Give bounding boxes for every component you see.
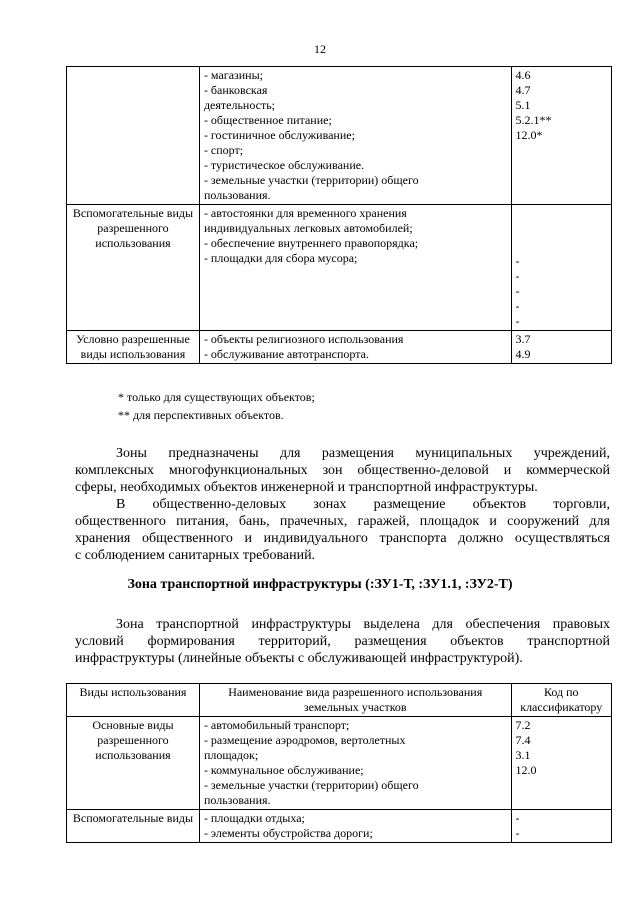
list-item: - автостоянки для временного хранения <box>203 206 407 220</box>
list-item: - коммунальное обслуживание; <box>203 763 364 777</box>
paragraph-zones-purpose <box>75 445 610 496</box>
list-item: пользования. <box>203 188 271 202</box>
list-item: - магазины; <box>203 68 263 82</box>
text-line: Зона транспортной инфраструктуры выделена для обеспечения правовых <box>116 617 610 632</box>
code-value: 3.7 <box>515 332 531 346</box>
list-item: - площадки для сбора мусора; <box>203 251 358 265</box>
paragraph-business-zones <box>75 496 610 564</box>
list-item: - спорт; <box>203 143 244 157</box>
list-item: - обеспечение внутреннего правопорядка; <box>203 236 419 250</box>
table-header-row <box>67 684 612 717</box>
code-value: 3.1 <box>515 748 531 762</box>
text-line: В общественно-деловых зонах размещение объектов торговли, <box>116 497 610 512</box>
use-items-cell <box>199 67 511 205</box>
code-cell <box>511 810 612 843</box>
code-value: 5.1 <box>515 98 531 112</box>
use-items-cell <box>199 205 511 331</box>
column-header: Виды использования <box>67 684 200 717</box>
use-kind-cell <box>67 67 200 205</box>
list-item: индивидуальных легковых автомобилей; <box>203 221 413 235</box>
text-line: общественного питания, бань, прачечных, гаражей, площадок и сооружений для <box>75 514 610 529</box>
text-line: с соблюдением санитарных требований. <box>75 548 316 563</box>
text-line: сферы, необходимых объектов инженерной и транспортной инфраструктуры. <box>75 480 538 495</box>
use-items-cell <box>199 331 511 364</box>
use-kind-cell: Основные виды разрешенного использования <box>67 717 200 810</box>
list-item: - туристическое обслуживание. <box>203 158 365 172</box>
code-value: 12.0* <box>515 128 543 142</box>
code-cell <box>511 67 612 205</box>
page-number: 12 <box>314 42 326 56</box>
code-cell <box>511 331 612 364</box>
code-cell <box>511 717 612 810</box>
list-item: - площадки отдыха; <box>203 811 305 825</box>
code-value: 7.2 <box>515 718 531 732</box>
list-item: деятельность; <box>203 98 276 112</box>
code-value: - <box>515 284 520 298</box>
table-row <box>67 205 612 331</box>
text-line: Зоны предназначены для размещения муниципальных учреждений, <box>116 446 610 461</box>
code-value: - <box>515 314 520 328</box>
code-value: - <box>515 811 520 825</box>
code-cell <box>511 205 612 331</box>
code-value: - <box>515 269 520 283</box>
list-item: - гостиничное обслуживание; <box>203 128 355 142</box>
footnote-existing: * только для существующих объектов; <box>118 390 315 404</box>
text-line: комплексных многофункциональных зон общественно-деловой и коммерческой <box>75 463 610 478</box>
table-row <box>67 717 612 810</box>
text-line: условий формирования территорий, размещения объектов транспортной <box>75 634 610 649</box>
use-kind-cell: Вспомогательные виды разрешенного использования <box>67 205 200 331</box>
list-item: - общественное питание; <box>203 113 332 127</box>
list-item: пользования. <box>203 793 271 807</box>
code-value: - <box>515 254 520 268</box>
use-items-cell <box>199 717 511 810</box>
list-item: - автомобильный транспорт; <box>203 718 350 732</box>
list-item: - земельные участки (территории) общего <box>203 173 419 187</box>
list-item: площадок; <box>203 748 259 762</box>
table-row <box>67 810 612 843</box>
list-item: - элементы обустройства дороги; <box>203 826 373 840</box>
permitted-use-table-2 <box>66 683 612 843</box>
code-value: 4.6 <box>515 68 531 82</box>
code-value: 7.4 <box>515 733 531 747</box>
section-heading: Зона транспортной инфраструктуры (:ЗУ1-Т, :ЗУ1.1, :ЗУ2-Т) <box>127 577 513 592</box>
column-header: Код по классификатору <box>511 684 612 717</box>
use-items-cell <box>199 810 511 843</box>
table-row <box>67 331 612 364</box>
permitted-use-table-1 <box>66 66 612 364</box>
list-item: - обслуживание автотранспорта. <box>203 347 369 361</box>
code-value: 5.2.1** <box>515 113 552 127</box>
footnote-prospective: ** для перспективных объектов. <box>118 408 284 422</box>
use-kind-cell: Вспомогательные виды <box>67 810 200 843</box>
list-item: - банковская <box>203 83 268 97</box>
paragraph-transport-zone <box>75 616 610 667</box>
code-value: 4.7 <box>515 83 531 97</box>
list-item: - размещение аэродромов, вертолетных <box>203 733 406 747</box>
code-value: 12.0 <box>515 763 537 777</box>
list-item: - объекты религиозного использования <box>203 332 404 346</box>
use-kind-cell: Условно разрешенные виды использования <box>67 331 200 364</box>
code-value: 4.9 <box>515 347 531 361</box>
table-row <box>67 67 612 205</box>
text-line: инфраструктуры (линейные объекты с обслуживающей инфраструктурой). <box>75 651 523 666</box>
column-header: Наименование вида разрешенного использования земельных участков <box>199 684 511 717</box>
code-value: - <box>515 299 520 313</box>
list-item: - земельные участки (территории) общего <box>203 778 419 792</box>
code-value: - <box>515 826 520 840</box>
text-line: хранения общественного и индивидуального транспорта должно осуществляться <box>75 531 610 546</box>
